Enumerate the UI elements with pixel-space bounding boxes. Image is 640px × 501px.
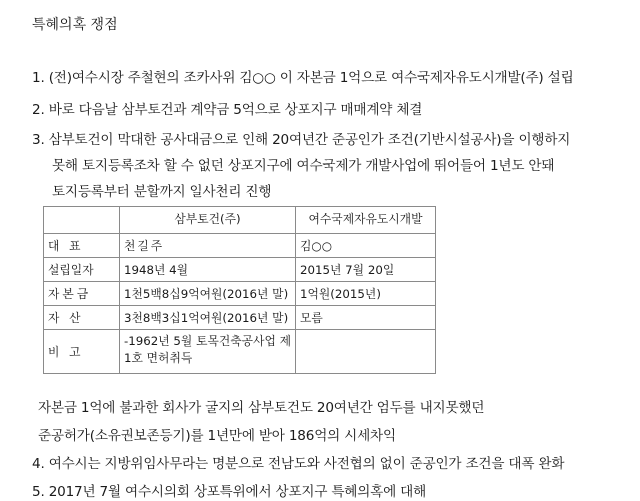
summary-line-2: 준공허가(소유권보존등기)를 1년만에 받아 186억의 시세차익 bbox=[38, 428, 396, 444]
cell-yeosu: 김○○ bbox=[296, 234, 436, 258]
table-header-sambu: 삼부토건(주) bbox=[120, 207, 296, 234]
row-label: 자본금 bbox=[44, 282, 120, 306]
row-label: 비 고 bbox=[44, 330, 120, 374]
table-row bbox=[44, 306, 436, 330]
cell-yeosu bbox=[296, 330, 436, 374]
cell-sambu: 3천8백3십1억여원(2016년 말) bbox=[120, 306, 296, 330]
list-item-1: 1. (전)여수시장 주철현의 조카사위 김○○ 이 자본금 1억으로 여수국제자유도시개발(주) 설립 bbox=[32, 70, 574, 86]
table-row bbox=[44, 234, 436, 258]
cell-sambu: 1948년 4월 bbox=[120, 258, 296, 282]
table-header-yeosu: 여수국제자유도시개발 bbox=[296, 207, 436, 234]
cell-yeosu: 모름 bbox=[296, 306, 436, 330]
table-header-row bbox=[44, 207, 436, 234]
table-header-blank bbox=[44, 207, 120, 234]
table-row bbox=[44, 258, 436, 282]
cell-yeosu: 1억원(2015년) bbox=[296, 282, 436, 306]
row-label: 설립일자 bbox=[44, 258, 120, 282]
summary-line-1: 자본금 1억에 불과한 회사가 굴지의 삼부토건도 20여년간 엄두를 내지못했던 bbox=[38, 400, 485, 416]
list-item-5: 5. 2017년 7월 여수시의회 상포특위에서 상포지구 특혜의혹에 대해 bbox=[32, 484, 427, 500]
page-title: 특혜의혹 쟁점 bbox=[32, 17, 118, 33]
table-row bbox=[44, 330, 436, 374]
cell-yeosu: 2015년 7월 20일 bbox=[296, 258, 436, 282]
cell-sambu: -1962년 5월 토목건축공사업 제1호 면허취득 bbox=[120, 330, 296, 374]
comparison-table bbox=[43, 206, 436, 374]
cell-sambu: 천길주 bbox=[120, 234, 296, 258]
list-item-4: 4. 여수시는 지방위임사무라는 명분으로 전남도와 사전협의 없이 준공인가 조건을 대폭 완화 bbox=[32, 456, 565, 472]
list-item-3-cont-2: 토지등록부터 분할까지 일사천리 진행 bbox=[52, 184, 272, 200]
list-item-2: 2. 바로 다음날 삼부토건과 계약금 5억으로 상포지구 매매계약 체결 bbox=[32, 102, 423, 118]
row-label: 대 표 bbox=[44, 234, 120, 258]
row-label: 자 산 bbox=[44, 306, 120, 330]
list-item-3-cont-1: 못해 토지등록조차 할 수 없던 상포지구에 여수국제가 개발사업에 뛰어들어 1년도 안돼 bbox=[52, 158, 555, 174]
cell-sambu: 1천5백8십9억여원(2016년 말) bbox=[120, 282, 296, 306]
table-row bbox=[44, 282, 436, 306]
list-item-3: 3. 삼부토건이 막대한 공사대금으로 인해 20여년간 준공인가 조건(기반시설공사)을 이행하지 bbox=[32, 132, 571, 148]
